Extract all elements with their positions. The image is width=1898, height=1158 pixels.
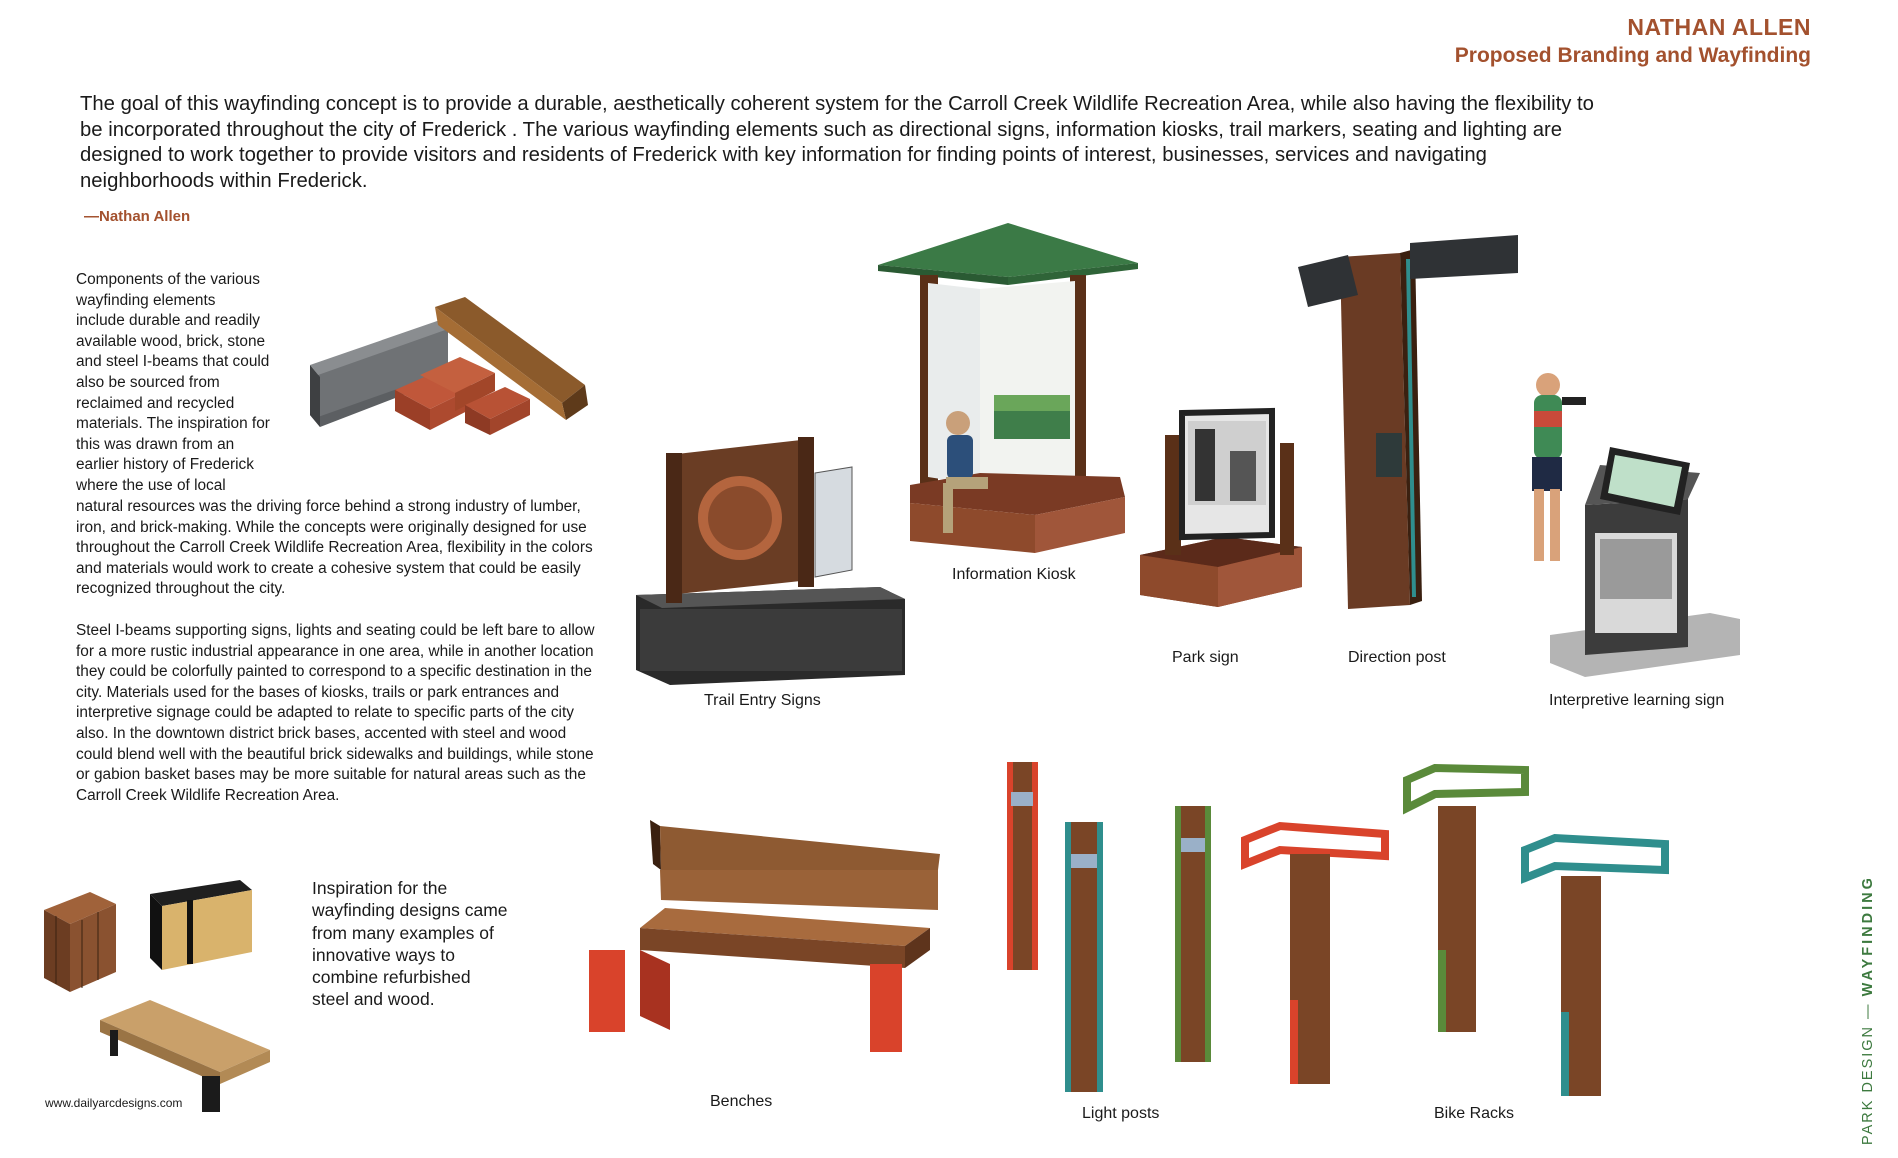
intro-paragraph: The goal of this wayfinding concept is to provide a durable, aesthetically coherent system for the Carroll Creek Wildlife Recreation Area, while also having the flexibility to be incorporated throughout the city of Frederick . The various wayfinding elements such as directional signs, information kiosks, trail markers, seating and lighting are designed to work together to provide visitors and residents of Frederick with key information for finding points of interest, businesses, services and navigating neighborhoods within Frederick. bbox=[80, 93, 1594, 192]
inspiration-text: Inspiration for the wayfinding designs came from many examples of innovative ways to combine refurbished steel and wood. bbox=[312, 878, 508, 1010]
author-name: NATHAN ALLEN bbox=[1627, 14, 1811, 40]
bench bbox=[589, 820, 940, 1052]
intro-attribution: —Nathan Allen bbox=[84, 208, 191, 225]
bike-racks bbox=[1245, 768, 1665, 1096]
information-kiosk bbox=[878, 223, 1138, 553]
components-line: materials. The inspiration for bbox=[76, 415, 270, 433]
components-line: also be sourced from bbox=[76, 373, 220, 391]
wayfinding-elements-illustration bbox=[620, 215, 1750, 685]
components-paragraph-wrapped bbox=[76, 270, 306, 497]
caption-direction-post: Direction post bbox=[1348, 649, 1446, 666]
components-line: wayfinding elements bbox=[76, 291, 216, 309]
components-line: Components of the various bbox=[76, 271, 260, 288]
side-tab-prefix: PARK DESIGN — bbox=[1860, 1002, 1876, 1145]
components-line: earlier history of Frederick bbox=[76, 456, 254, 474]
park-sign bbox=[1140, 411, 1302, 607]
caption-bike-racks: Bike Racks bbox=[1434, 1105, 1515, 1122]
components-line: reclaimed and recycled bbox=[76, 394, 235, 412]
caption-park-sign: Park sign bbox=[1172, 649, 1239, 666]
steel-paragraph: Steel I-beams supporting signs, lights and seating could be left bare to allow for a more rustic industrial appearance in one area, while in another location they could be colorfully painted to correspond to a specific destination in the city. Materials used for the bases of kiosks, trails or park entrances and interpretive signage could be adapted to relate to specific parts of the city also. In the downtown district brick bases, accented with steel and wood could blend well with the beautiful brick sidewalks and buildings, while stone or gabion basket bases may be more suitable for natural areas such as the Carroll Creek Wildlife Recreation Area. bbox=[76, 622, 595, 804]
page-subtitle: Proposed Branding and Wayfinding bbox=[1454, 44, 1811, 67]
site-furnishings-illustration bbox=[545, 750, 1745, 1120]
caption-trail-entry-signs: Trail Entry Signs bbox=[704, 692, 821, 709]
light-posts bbox=[1007, 762, 1211, 1092]
components-line: available wood, brick, stone bbox=[76, 332, 266, 350]
inspiration-source: www.dailyarcdesigns.com bbox=[45, 1096, 183, 1110]
components-line: and steel I-beams that could bbox=[76, 353, 270, 371]
components-line: this was drawn from an bbox=[76, 435, 235, 453]
components-line: include durable and readily bbox=[76, 312, 260, 330]
components-line: where the use of local bbox=[76, 476, 226, 494]
caption-benches: Benches bbox=[710, 1093, 773, 1110]
materials-illustration bbox=[300, 295, 590, 445]
caption-light-posts: Light posts bbox=[1082, 1105, 1160, 1122]
side-tab bbox=[1860, 875, 1876, 1145]
caption-information-kiosk: Information Kiosk bbox=[952, 566, 1076, 583]
side-tab-title: WAYFINDING bbox=[1860, 875, 1876, 997]
interpretive-sign bbox=[1532, 373, 1740, 677]
caption-interpretive-sign: Interpretive learning sign bbox=[1549, 692, 1725, 709]
trail-entry-sign bbox=[636, 437, 905, 685]
direction-post bbox=[1298, 235, 1518, 609]
inspiration-photos bbox=[40, 880, 310, 1115]
components-paragraph-continued: natural resources was the driving force behind a strong industry of lumber, iron, and brick-making. While the concepts were originally designed for use throughout the Carroll Creek Wildlife Recreation Area, flexibility in the colors and materials would work to create a cohesive system that could be easily recognized throughout the city. bbox=[76, 498, 593, 598]
